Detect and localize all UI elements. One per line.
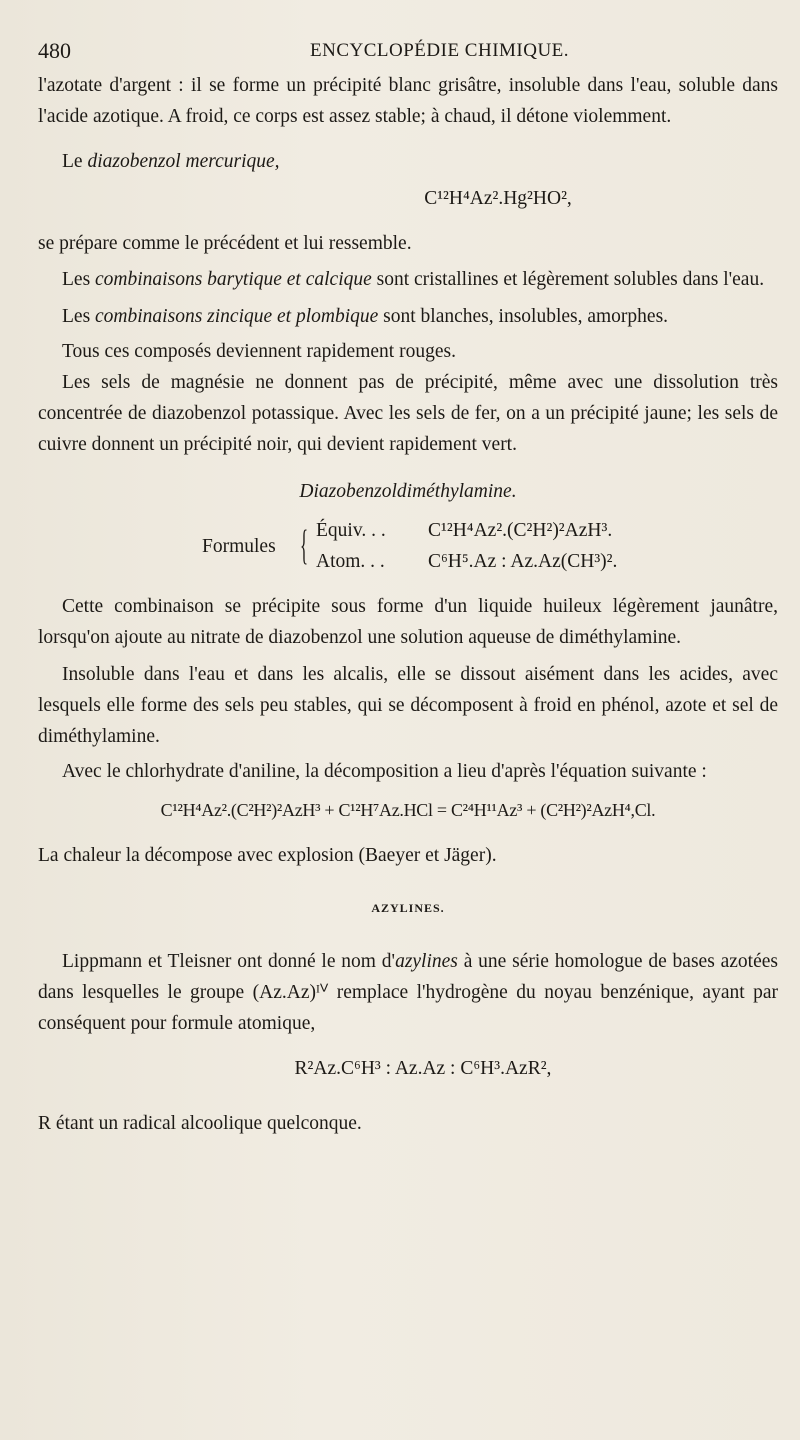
- formula-azylines: R²Az.C⁶H³ : Az.Az : C⁶H³.AzR²,: [294, 1058, 552, 1079]
- atom-label: Atom. . .: [316, 551, 385, 572]
- p12-lead: Lippmann et Tleisner ont donné le nom d': [62, 951, 396, 972]
- page-number: 480: [38, 38, 71, 63]
- page-header: [38, 38, 760, 64]
- formulas-block: [38, 515, 778, 581]
- running-title: ENCYCLOPÉDIE CHIMIQUE.: [310, 40, 570, 61]
- paragraph-4: [38, 264, 778, 295]
- section2-title: AZYLINES.: [371, 901, 445, 915]
- brace: {: [300, 523, 309, 569]
- formulas-label: Formules: [202, 536, 276, 557]
- paragraph-1: l'azotate d'argent : il se forme un précipité blanc grisâtre, insoluble dans l'eau, soluble dans l'acide azotique. A froid, ce corps est assez stable; à chaud, il détone violemment.: [38, 75, 778, 127]
- paragraph-5: [38, 301, 778, 332]
- formula-mercurique: C¹²H⁴Az².Hg²HO²,: [424, 188, 572, 209]
- section-title: Diazobenzoldiméthylamine.: [299, 481, 517, 502]
- p5-rest: sont blanches, insolubles, amorphes.: [378, 306, 669, 327]
- p4-em: combinaisons barytique et calcique: [95, 269, 372, 290]
- body-text: [38, 70, 778, 1139]
- paragraph-2: [38, 146, 778, 177]
- paragraph-6: Tous ces composés deviennent rapidement rouges.: [62, 341, 456, 362]
- paragraph-10: Avec le chlorhydrate d'aniline, la décomposition a lieu d'après l'équation suivante :: [62, 761, 707, 782]
- p2-lead: Le: [62, 151, 88, 172]
- equation: C¹²H⁴Az².(C²H²)²AzH³ + C¹²H⁷Az.HCl = C²⁴H¹¹Az³ + (C²H²)²AzH⁴,Cl.: [160, 800, 656, 820]
- paragraph-9: Insoluble dans l'eau et dans les alcalis, elle se dissout aisément dans les acides, avec lesquels elle forme des sels peu stables, qui se décomposent à froid en phénol, azote et sel de diméthylamine.: [38, 664, 778, 747]
- p5-em: combinaisons zincique et plombique: [95, 306, 379, 327]
- paragraph-7: Les sels de magnésie ne donnent pas de précipité, même avec une dissolution très concentrée de diazobenzol potassique. Avec les sels de fer, on a un précipité jaune; les sels de cuivre donnent un précipité noir, qui devient rapidement vert.: [38, 372, 778, 455]
- paragraph-11: La chaleur la décompose avec explosion (Baeyer et Jäger).: [38, 845, 497, 866]
- paragraph-13: R étant un radical alcoolique quelconque.: [38, 1113, 362, 1134]
- paragraph-3: se prépare comme le précédent et lui ressemble.: [38, 233, 412, 254]
- equiv-label: Équiv. . .: [316, 520, 386, 541]
- p12-rest: à une série homologue de bases azotées dans lesquelles le groupe (Az.Az)ᴵⱽ remplace l'hydrogène du noyau benzénique, ayant par conséquent pour formule atomique,: [38, 951, 778, 1034]
- paragraph-12: [38, 946, 778, 1039]
- p12-em: azylines: [395, 951, 458, 972]
- atom-formula: C⁶H⁵.Az : Az.Az(CH³)².: [428, 551, 618, 572]
- p4-rest: sont cristallines et légèrement solubles dans l'eau.: [371, 269, 765, 290]
- p2-em: diazobenzol mercurique,: [87, 151, 280, 172]
- equiv-formula: C¹²H⁴Az².(C²H²)²AzH³.: [428, 520, 613, 541]
- p4-lead: Les: [62, 269, 96, 290]
- p5-lead: Les: [62, 306, 96, 327]
- paragraph-8: Cette combinaison se précipite sous forme d'un liquide huileux légèrement jaunâtre, lorsqu'on ajoute au nitrate de diazobenzol une solution aqueuse de diméthylamine.: [38, 596, 778, 648]
